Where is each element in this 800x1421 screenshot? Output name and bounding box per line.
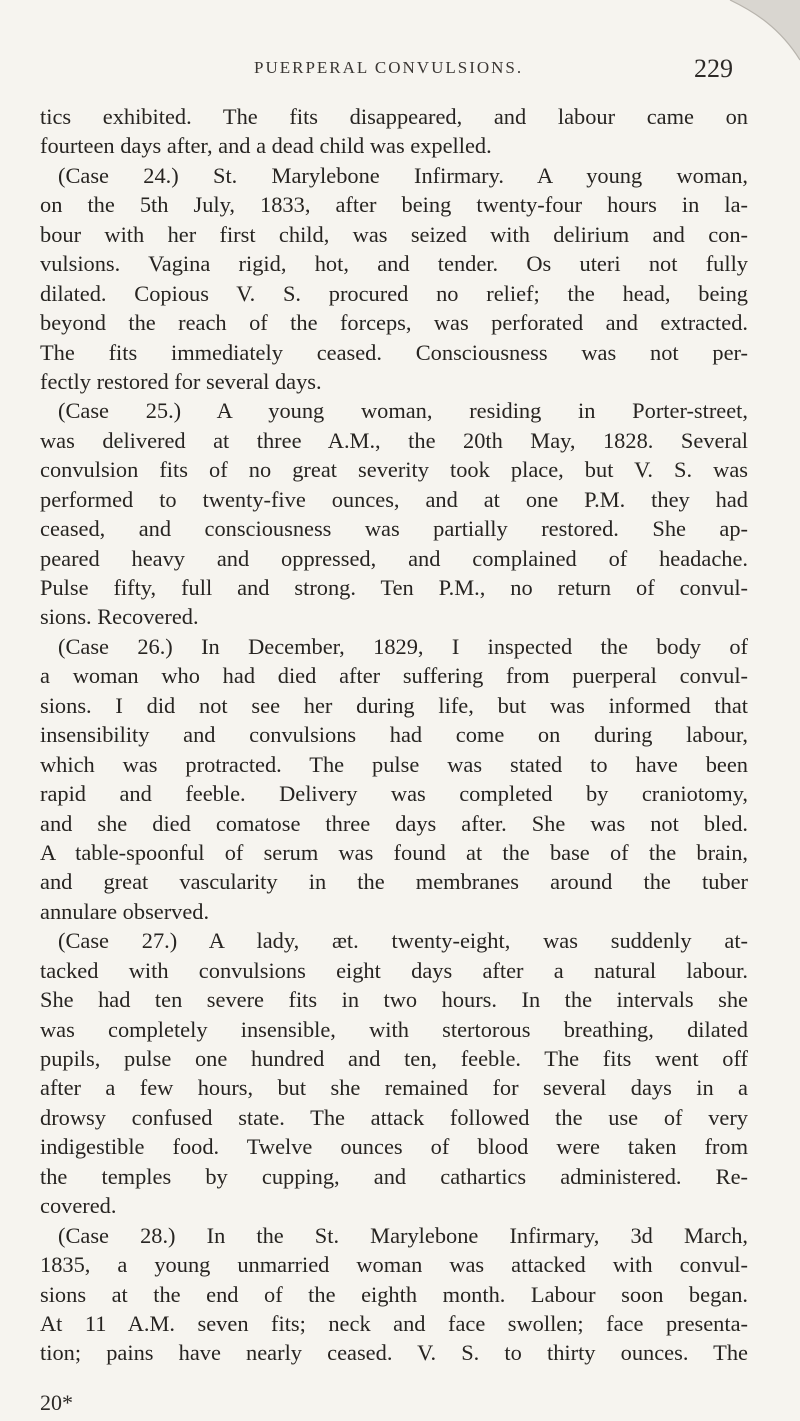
text-line: tion; pains have nearly ceased. V. S. to thirty ounces. The: [40, 1340, 748, 1366]
text-line: tacked with convulsions eight days after a natural labour.: [40, 957, 748, 983]
text-line: was completely insensible, with stertorous breathing, dilated: [40, 1016, 748, 1042]
text-line: tics exhibited. The fits disappeared, and labour came on: [40, 104, 748, 129]
text-line: on the 5th July, 1833, after being twenty-four hours in la-: [40, 192, 748, 218]
text-line: convulsion fits of no great severity took place, but V. S. was: [40, 457, 748, 483]
text-line: fectly restored for several days.: [40, 368, 322, 394]
text-line: and she died comatose three days after. She was not bled.: [40, 810, 748, 836]
text-line: drowsy confused state. The attack followed the use of very: [40, 1104, 748, 1130]
text-line: pupils, pulse one hundred and ten, feeble. The fits went off: [40, 1046, 748, 1071]
text-line: (Case 24.) St. Marylebone Infirmary. A young woman,: [58, 162, 748, 188]
text-line: the temples by cupping, and cathartics administered. Re-: [40, 1163, 748, 1189]
text-line: insensibility and convulsions had come on during labour,: [40, 722, 748, 748]
text-line: (Case 26.) In December, 1829, I inspected the body of: [58, 633, 748, 659]
text-line: sions. I did not see her during life, but was informed that: [40, 692, 748, 718]
text-line: vulsions. Vagina rigid, hot, and tender. Os uteri not fully: [40, 251, 748, 277]
text-line: bour with her first child, was seized with delirium and con-: [40, 221, 748, 247]
text-line: dilated. Copious V. S. procured no relief; the head, being: [40, 280, 748, 306]
text-line: covered.: [40, 1193, 117, 1219]
page-number: 229: [694, 54, 733, 83]
text-line: Pulse fifty, full and strong. Ten P.M., no return of convul-: [40, 575, 748, 600]
text-line: The fits immediately ceased. Consciousness was not per-: [40, 339, 748, 365]
text-line: was delivered at three A.M., the 20th May, 1828. Several: [40, 427, 748, 453]
text-line: which was protracted. The pulse was stated to have been: [40, 751, 748, 777]
text-line: 1835, a young unmarried woman was attacked with convul-: [40, 1252, 748, 1278]
text-line: and great vascularity in the membranes around the tuber: [40, 869, 748, 895]
text-line: She had ten severe fits in two hours. In the intervals she: [40, 987, 748, 1013]
text-line: fourteen days after, and a dead child was expelled.: [40, 133, 492, 159]
body-text: [40, 102, 748, 1368]
text-line: beyond the reach of the forceps, was perforated and extracted.: [40, 310, 748, 336]
text-line: after a few hours, but she remained for several days in a: [40, 1075, 748, 1101]
text-line: ceased, and consciousness was partially restored. She ap-: [40, 516, 748, 542]
text-line: sions. Recovered.: [40, 604, 199, 630]
running-head: PUERPERAL CONVULSIONS.: [254, 58, 524, 77]
text-line: sions at the end of the eighth month. Labour soon began.: [40, 1281, 748, 1307]
text-line: performed to twenty-five ounces, and at one P.M. they had: [40, 486, 748, 512]
text-line: peared heavy and oppressed, and complained of headache.: [40, 545, 748, 571]
text-line: rapid and feeble. Delivery was completed by craniotomy,: [40, 781, 748, 807]
text-line: (Case 25.) A young woman, residing in Porter-street,: [58, 398, 748, 424]
signature-mark: 20*: [40, 1390, 73, 1415]
text-line: a woman who had died after suffering from puerperal convul-: [40, 663, 748, 689]
text-line: indigestible food. Twelve ounces of blood were taken from: [40, 1134, 748, 1160]
text-line: (Case 28.) In the St. Marylebone Infirmary, 3d March,: [58, 1222, 748, 1248]
text-line: At 11 A.M. seven fits; neck and face swollen; face presenta-: [40, 1310, 748, 1336]
text-line: A table-spoonful of serum was found at the base of the brain,: [40, 839, 748, 865]
text-line: annulare observed.: [40, 898, 210, 924]
text-line: (Case 27.) A lady, æt. twenty-eight, was suddenly at-: [58, 928, 748, 954]
